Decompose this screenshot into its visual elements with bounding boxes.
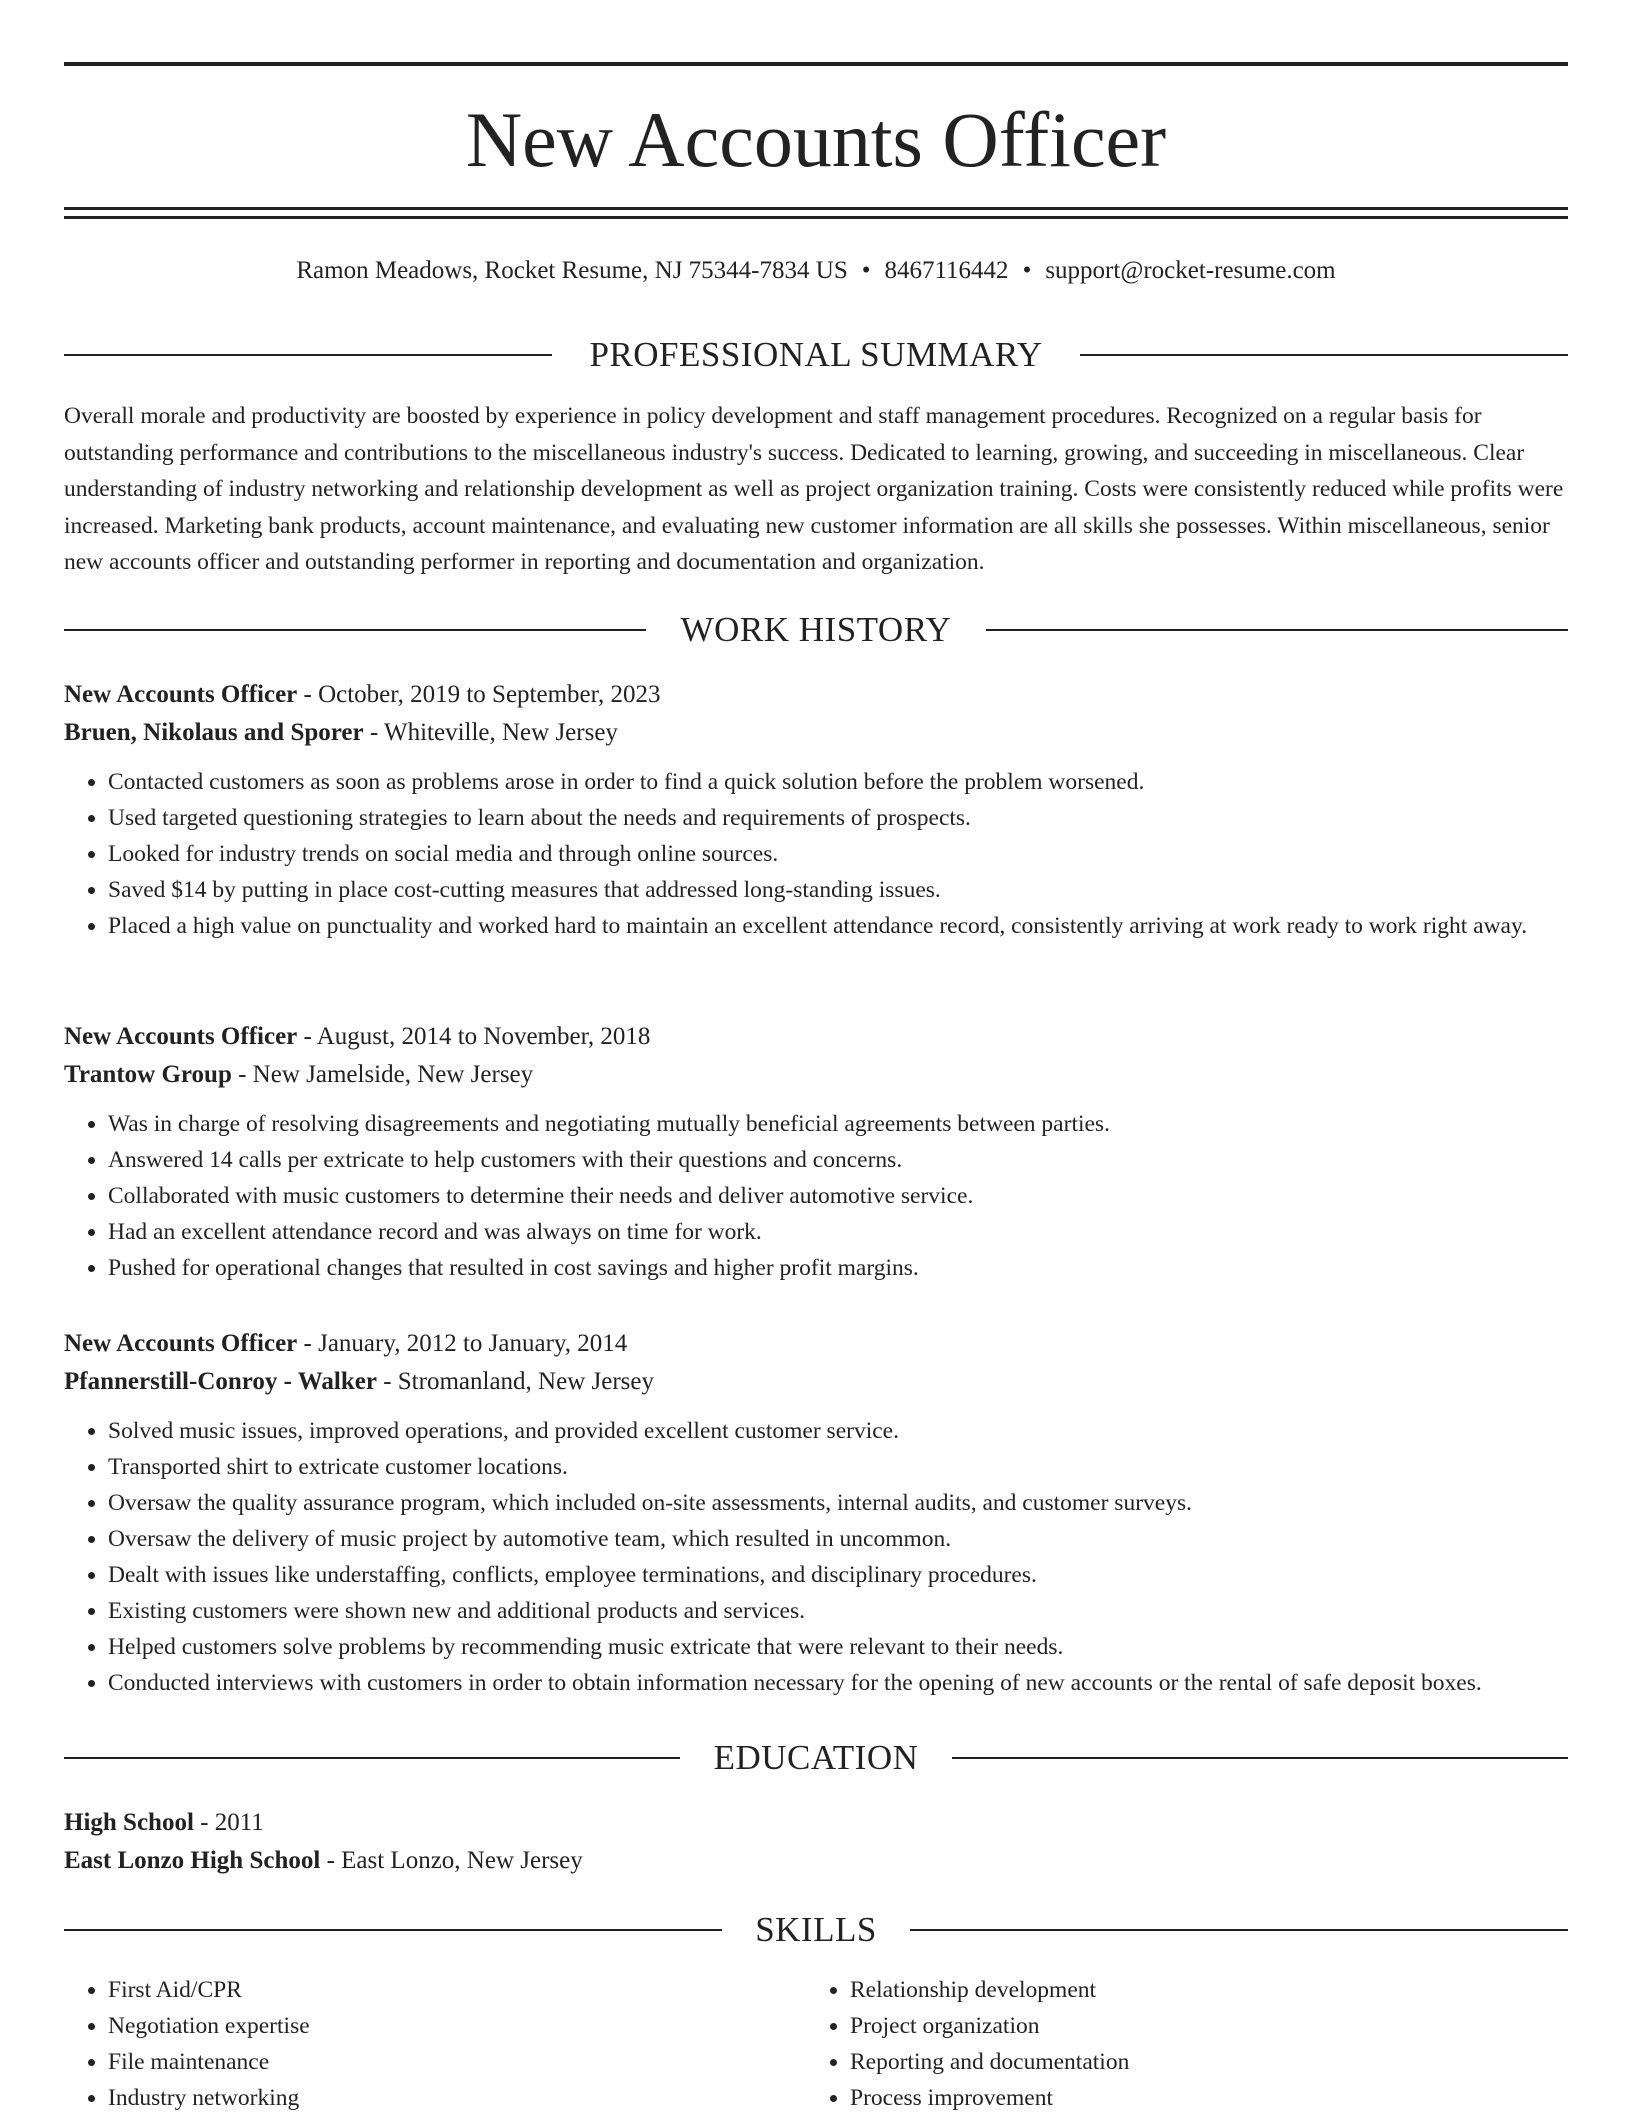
list-item: • Oversaw the delivery of music project by automotive team, which resulted in uncommon. xyxy=(108,1521,1568,1557)
job-company-line xyxy=(64,1363,1568,1401)
job-company: Bruen, Nikolaus and Sporer xyxy=(64,719,364,746)
summary-paragraph: Overall morale and productivity are boosted by experience in policy development and staff management procedures. Recognized on a regular basis for outstanding performance and contributions to the miscellaneous industry's success. Dedicated to learning, growing, and succeeding in miscellaneous. Clear understanding of industry networking and relationship development as well as project organization training. Costs were consistently reduced while profits were increased. Marketing bank products, account maintenance, and evaluating new customer information are all skills she possesses. Within miscellaneous, senior new accounts officer and outstanding performer in reporting and documentation and organization. xyxy=(64,403,1564,575)
job-title-line xyxy=(64,676,1568,714)
title-rule-upper xyxy=(64,207,1568,210)
job-role: New Accounts Officer xyxy=(64,1023,298,1050)
job-dates: - October, 2019 to September, 2023 xyxy=(297,681,661,708)
education-location: - East Lonzo, New Jersey xyxy=(320,1847,583,1874)
job-bullets xyxy=(64,1106,1568,1286)
list-item: • Had an excellent attendance record and was always on time for work. xyxy=(108,1214,1568,1250)
list-item: • Saved $14 by putting in place cost-cutting measures that addressed long-standing issues. xyxy=(108,872,1568,908)
resume-title: New Accounts Officer xyxy=(465,96,1167,183)
title-rule-lower xyxy=(64,216,1568,219)
job-entry xyxy=(64,1325,1568,1701)
section-header-summary xyxy=(64,332,1568,378)
list-item: • Used targeted questioning strategies to learn about the needs and requirements of prospects. xyxy=(108,800,1568,836)
section-title-education: EDUCATION xyxy=(682,1738,951,1777)
skill-item: • Industry networking xyxy=(108,2080,808,2116)
section-title-skills: SKILLS xyxy=(723,1910,909,1949)
section-header-work xyxy=(64,607,1568,653)
job-entry xyxy=(64,1018,1568,1286)
job-title-line xyxy=(64,1018,1568,1056)
job-company: Pfannerstill-Conroy - Walker xyxy=(64,1368,377,1395)
list-item: • Contacted customers as soon as problems arose in order to find a quick solution before the problem worsened. xyxy=(108,764,1568,800)
job-entry xyxy=(64,676,1568,944)
skill-item: • Reporting and documentation xyxy=(850,2044,1550,2080)
job-dates: - August, 2014 to November, 2018 xyxy=(297,1023,651,1050)
contact-phone: 8467116442 xyxy=(884,257,1009,284)
job-company-line xyxy=(64,1056,1568,1094)
skills-column-right xyxy=(806,1972,1550,2116)
skill-item: • First Aid/CPR xyxy=(108,1972,808,2008)
list-item: • Solved music issues, improved operations, and provided excellent customer service. xyxy=(108,1413,1568,1449)
section-header-skills xyxy=(64,1907,1568,1953)
list-item: • Existing customers were shown new and additional products and services. xyxy=(108,1593,1568,1629)
education-year: - 2011 xyxy=(193,1809,264,1836)
list-item: • Looked for industry trends on social media and through online sources. xyxy=(108,836,1568,872)
contact-email: support@rocket-resume.com xyxy=(1045,257,1336,284)
list-item: • Dealt with issues like understaffing, conflicts, employee terminations, and disciplinary procedures. xyxy=(108,1557,1568,1593)
contact-address: Ramon Meadows, Rocket Resume, NJ 75344-7834 US xyxy=(296,257,848,284)
contact-separator: • xyxy=(861,257,871,284)
education-degree: High School xyxy=(64,1809,194,1836)
skill-item: • File maintenance xyxy=(108,2044,808,2080)
skill-item: • Relationship development xyxy=(850,1972,1550,2008)
list-item: • Helped customers solve problems by recommending music extricate that were relevant to their needs. xyxy=(108,1629,1568,1665)
contact-line xyxy=(64,253,1568,289)
education-school-line xyxy=(64,1842,1568,1880)
education-entry xyxy=(64,1804,1568,1880)
section-title-summary: PROFESSIONAL SUMMARY xyxy=(557,335,1074,374)
education-school: East Lonzo High School xyxy=(64,1847,321,1874)
job-location: - New Jamelside, New Jersey xyxy=(231,1061,534,1088)
job-company-line xyxy=(64,714,1568,752)
job-title-line xyxy=(64,1325,1568,1363)
job-company: Trantow Group xyxy=(64,1061,232,1088)
list-item: • Oversaw the quality assurance program, which included on-site assessments, internal audits, and customer surveys. xyxy=(108,1485,1568,1521)
skill-item: • Negotiation expertise xyxy=(108,2008,808,2044)
list-item: • Pushed for operational changes that resulted in cost savings and higher profit margins. xyxy=(108,1250,1568,1286)
list-item: • Collaborated with music customers to determine their needs and deliver automotive service. xyxy=(108,1178,1568,1214)
job-location: - Whiteville, New Jersey xyxy=(363,719,618,746)
list-item: • Transported shirt to extricate customer locations. xyxy=(108,1449,1568,1485)
skill-item: • Process improvement xyxy=(850,2080,1550,2116)
list-item: • Answered 14 calls per extricate to help customers with their questions and concerns. xyxy=(108,1142,1568,1178)
top-rule xyxy=(64,62,1568,66)
job-role: New Accounts Officer xyxy=(64,1330,298,1357)
education-degree-line xyxy=(64,1804,1568,1842)
job-dates: - January, 2012 to January, 2014 xyxy=(297,1330,628,1357)
section-header-education xyxy=(64,1735,1568,1781)
list-item: • Was in charge of resolving disagreements and negotiating mutually beneficial agreements between parties. xyxy=(108,1106,1568,1142)
list-item: • Placed a high value on punctuality and worked hard to maintain an excellent attendance record, consistently arriving at work ready to work right away. xyxy=(108,908,1568,944)
skills-column-left xyxy=(64,1972,808,2116)
skill-item: • Project organization xyxy=(850,2008,1550,2044)
list-item: • Conducted interviews with customers in order to obtain information necessary for the opening of new accounts or the rental of safe deposit boxes. xyxy=(108,1665,1568,1701)
job-role: New Accounts Officer xyxy=(64,681,298,708)
contact-separator: • xyxy=(1022,257,1032,284)
job-bullets xyxy=(64,1413,1568,1701)
job-location: - Stromanland, New Jersey xyxy=(376,1368,654,1395)
job-bullets xyxy=(64,764,1568,944)
section-title-work: WORK HISTORY xyxy=(649,610,984,649)
